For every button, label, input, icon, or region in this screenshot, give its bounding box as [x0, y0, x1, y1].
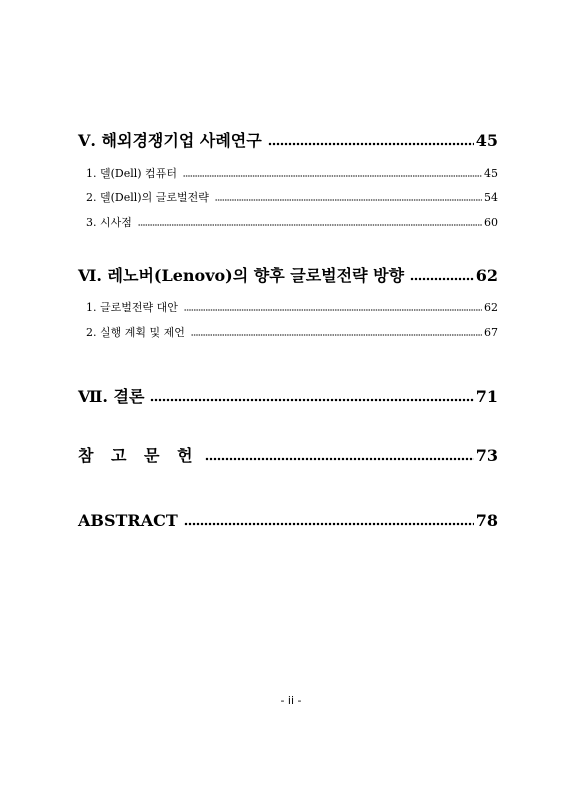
toc-section-label: 3. 시사점 [86, 216, 132, 229]
toc-page-number: 54 [484, 191, 498, 204]
page-number-footer: - ii - [280, 694, 302, 707]
dot-leader [205, 451, 474, 461]
toc-page-number: 60 [484, 216, 498, 229]
toc-page-number: 62 [475, 266, 498, 285]
toc-page-number: 73 [475, 446, 498, 465]
toc-section-label: 1. 델(Dell) 컴퓨터 [86, 167, 177, 180]
toc-references-label: 참 고 문 헌 [78, 446, 199, 465]
toc-page-number: 45 [484, 167, 498, 180]
dot-leader [150, 392, 473, 402]
toc-chapter-5[interactable] [78, 128, 498, 151]
toc-section-6-2[interactable] [86, 324, 498, 340]
dot-leader [183, 172, 482, 178]
toc-chapter-7[interactable] [78, 384, 498, 407]
toc-section-6-1[interactable] [86, 299, 498, 315]
toc-section-label: 2. 실행 계획 및 제언 [86, 326, 185, 339]
dot-leader [138, 221, 482, 227]
dot-leader [184, 306, 482, 312]
toc-chapter-label: Ⅵ. 레노버(Lenovo)의 향후 글로벌전략 방향 [78, 266, 405, 285]
toc-page-number: 67 [484, 326, 498, 339]
toc-section-label: 2. 델(Dell)의 글로벌전략 [86, 191, 209, 204]
toc-references[interactable] [78, 443, 498, 466]
toc-abstract-label: ABSTRACT [78, 511, 178, 530]
toc-chapter-label: Ⅴ. 해외경쟁기업 사례연구 [78, 131, 262, 150]
dot-leader [268, 136, 474, 146]
toc-page-number: 62 [484, 301, 498, 314]
toc-page-number: 45 [475, 131, 498, 150]
dot-leader [215, 196, 482, 202]
toc-section-5-1[interactable] [86, 165, 498, 181]
toc-abstract[interactable] [78, 511, 498, 530]
dot-leader [191, 331, 482, 337]
dot-leader [410, 271, 474, 281]
toc-page-number: 71 [475, 387, 498, 406]
toc-chapter-label: Ⅶ. 결론 [78, 387, 145, 406]
toc-chapter-6[interactable] [78, 263, 498, 286]
dot-leader [184, 516, 474, 526]
toc-page-number: 78 [475, 511, 498, 530]
toc-section-label: 1. 글로벌전략 대안 [86, 301, 178, 314]
toc-section-5-3[interactable] [86, 214, 498, 230]
toc-section-5-2[interactable] [86, 189, 498, 205]
